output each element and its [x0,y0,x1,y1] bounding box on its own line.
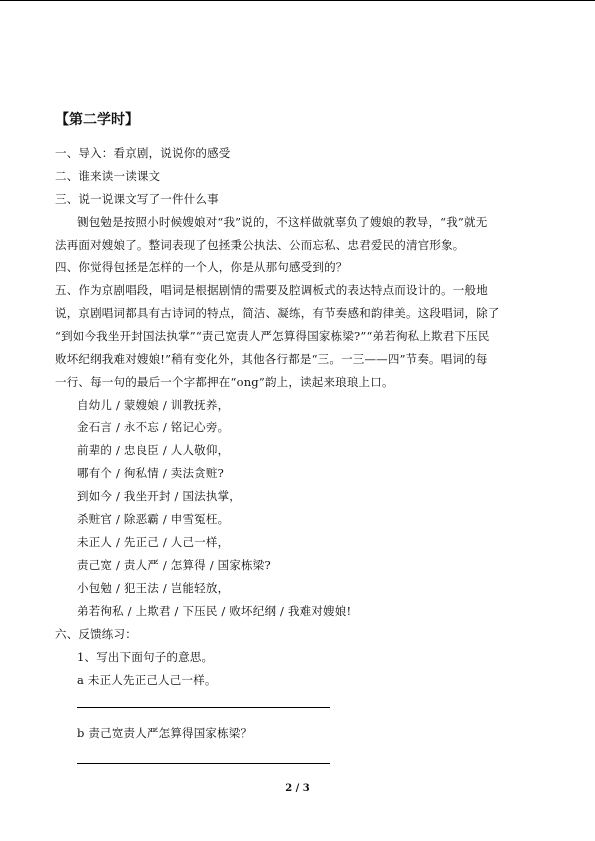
exercise-title: 六、反馈练习： [55,627,137,641]
paragraph-line: 说，京剧唱词都具有古诗词的特点，简洁、凝练，有节奏感和韵律美。这段唱词，除了 [55,306,500,320]
verse-line: 哪有个 / 徇私情 / 卖法贪赃? [77,466,224,480]
verse-line: 小包勉 / 犯王法 / 岂能轻放， [77,581,230,595]
page-number: 2 / 3 [285,783,310,794]
answer-line-b [77,763,330,764]
verse-line: 前辈的 / 忠良臣 / 人人敬仰， [77,443,230,457]
section-heading: 【第二学时】 [55,112,139,128]
exercise-sentence-a: a 未正人先正己人己一样。 [77,673,217,687]
exercise-question-1: 1、写出下面句子的意思。 [77,650,214,664]
paragraph-line: 法再面对嫂娘了。整词表现了包拯秉公执法、公而忘私、忠君爱民的清官形象。 [55,238,465,252]
paragraph-line: 败坏纪纲我难对嫂娘!”稍有变化外，其他各行都是“三。一三——四”节奏。唱词的每 [55,352,488,366]
exercise-sentence-b: b 责己宽责人严怎算得国家栋梁？ [77,726,253,740]
top-border-rule [0,0,595,1]
verse-line: 责己宽 / 责人严 / 怎算得 / 国家栋梁? [77,558,271,572]
paragraph-line: 铡包勉是按照小时候嫂娘对“我”说的，不这样做就辜负了嫂娘的教导，“我”就无 [77,215,488,229]
item-intro: 一、导入：看京剧，说说你的感受 [55,146,231,160]
verse-line: 自幼儿 / 蒙嫂娘 / 训教抚养， [77,398,230,412]
item-summary: 三、说一说课文写了一件什么事 [55,192,219,206]
verse-line: 到如今 / 我坐开封 / 国法执掌， [77,489,241,503]
paragraph-line: 一行、每一句的最后一个字都押在“ong”韵上，读起来琅琅上口。 [55,375,394,389]
answer-line-a [77,707,330,708]
item-lyrics: 五、作为京剧唱段，唱词是根据剧情的需要及腔调板式的表达特点而设计的。一般地 [55,283,488,297]
verse-line: 金石言 / 永不忘 / 铭记心旁。 [77,420,230,434]
verse-line: 未正人 / 先正己 / 人己一样， [77,535,230,549]
paragraph-line: “到如今我坐开封国法执掌”“责己宽责人严怎算得国家栋梁?”“弟若徇私上欺君下压民 [55,329,490,343]
item-read-text: 二、谁来读一读课文 [55,169,161,183]
verse-line: 弟若徇私 / 上欺君 / 下压民 / 败坏纪纲 / 我难对嫂娘! [77,604,352,618]
verse-line: 杀赃官 / 除恶霸 / 申雪冤枉。 [77,512,230,526]
item-character: 四、你觉得包拯是怎样的一个人，你是从那句感受到的？ [55,260,348,274]
